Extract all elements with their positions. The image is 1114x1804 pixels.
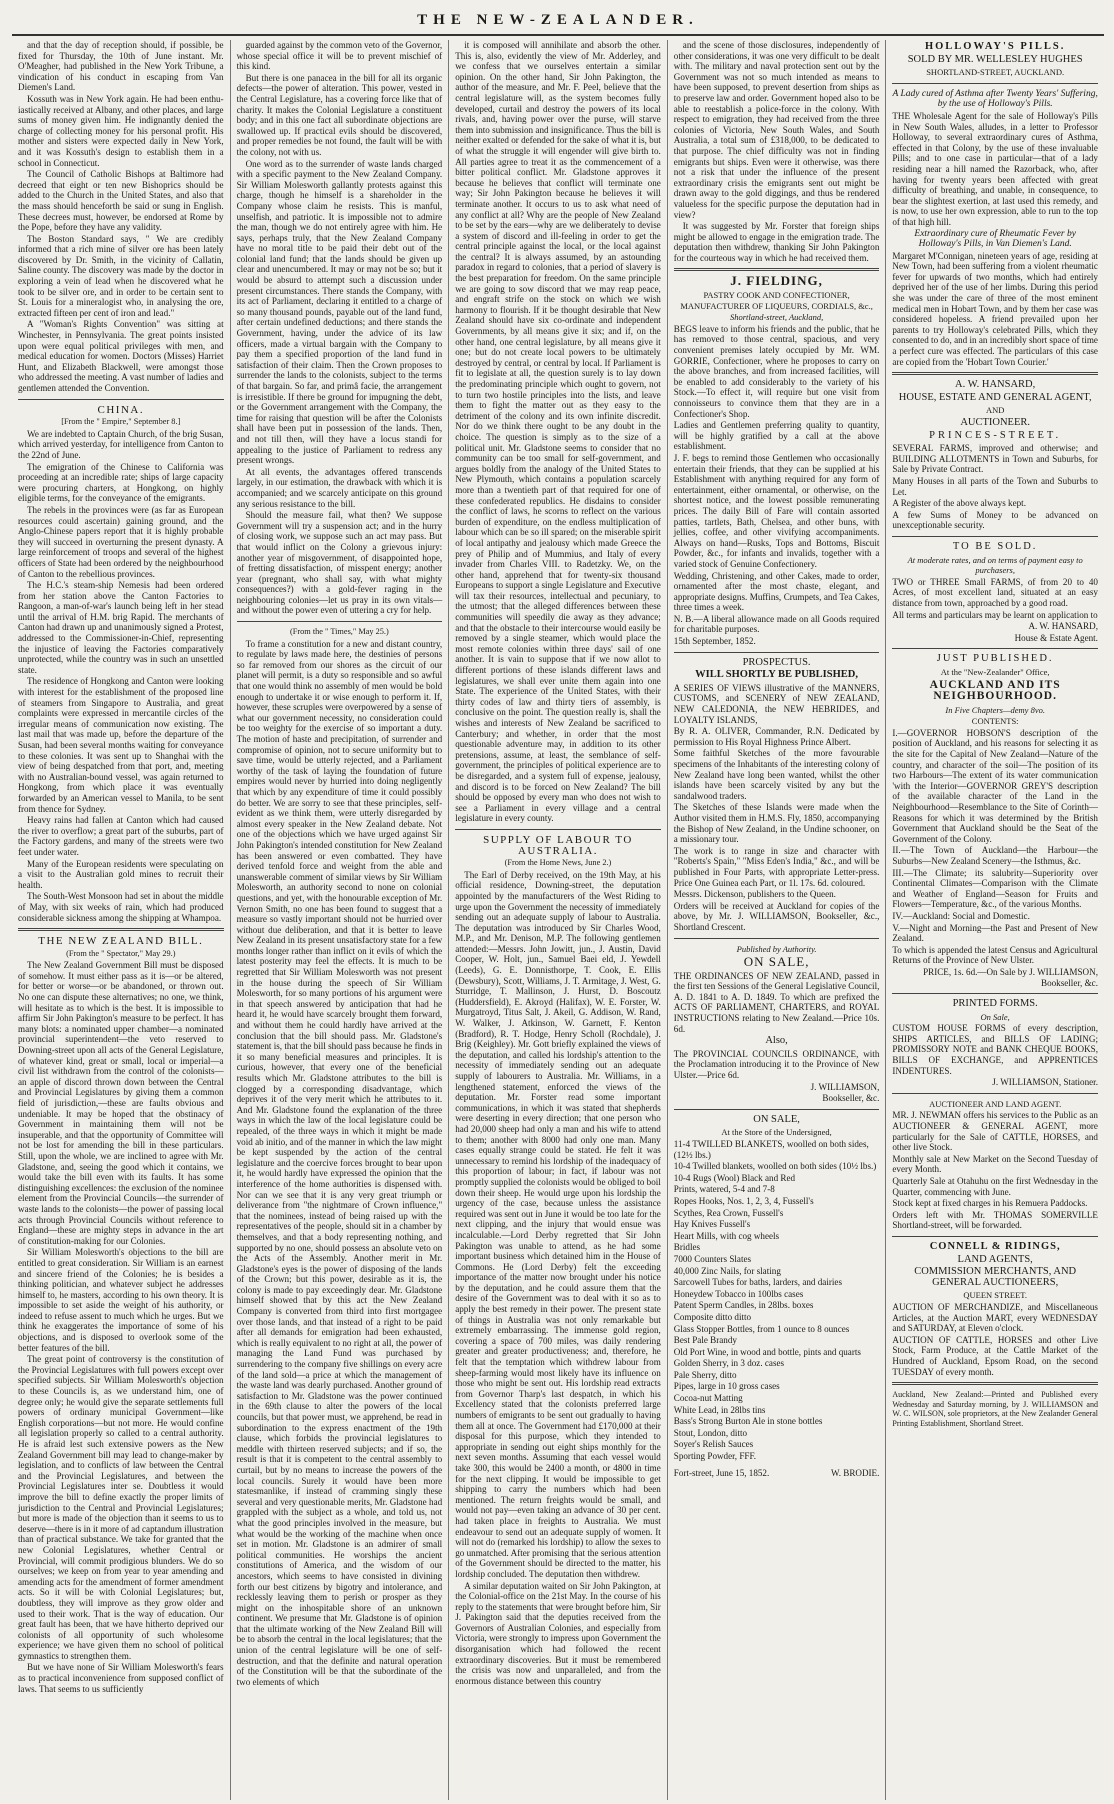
paragraph: We are indebted to Captain Church, of the brig Susan, which arrived yesterday, for intelligence from Canton to the 22nd of June. [18,428,224,460]
paragraph: The New Zealand Government Bill must be disposed of somehow. It must either pass as it is—or be altered, for better or worse—or be abandoned, or thrown out. No one can dispute these alternatives; no one, we think, will hesitate as to which is the best. It is impossible to affirm Sir John Pakington's measure to be perfect. It has many blots: a nominated upper chamber—a nominated provincial superintendent—the veto reserved to Downing-street upon all acts of the General Legislature, of whatever kind, great or small, local or imperial—a civil list withdrawn from the control of the colonists—an apple of discord thrown down between the Central and Provincial Legislatures by giving them a common field of jurisdiction,—these are faults obvious and undeniable. It may be hoped that the obstinacy of Government in maintaining them will not be insuperable, and that the opportunity of Committee will not be lost for amending the bill in these particulars. Still, upon the whole, we are inclined to agree with Mr. Gladstone, and, seeing the good which it contains, we would take the bill even with its faults. It has some distinguishing excellences: the exclusion of the nominee element from the Provincial Councils—the surrender of waste lands to the colonists—the power of passing local acts through Provincial Councils without reference to England—these are mighty steps in advance in the art of constitution-making for our Colonies. [18,960,224,1246]
contents-item: III.—The Climate; its salubrity—Superiority over Continental Climates—Comparison with the Climate and Weather of England—Season for Fruits and Flowers—Temperature, &c., of the various Months. [892,867,1098,910]
paragraph: guarded against by the common veto of the Governor, whose special office it will be to prevent mischief of this kind. [236,40,443,72]
divider [892,1236,1098,1237]
forms-title: PRINTED FORMS. [952,998,1038,1010]
stock-item: Composite ditto ditto [673,1311,752,1322]
stock-item: Bass's Strong Burton Ale in stone bottles [673,1416,823,1427]
ordinances-advert [674,944,880,1104]
stock-item: Heart Mills, with cog wheels [673,1230,780,1241]
fielding-trade: PASTRY COOK AND CONFECTIONER, MANUFACTURER OF LIQUEURS, CORDIALS, &c., [680,290,873,311]
ordinances-signature-2: Bookseller, &c. [822,1093,880,1104]
to-be-sold-signature: A. W. HANSARD, [1028,621,1098,632]
paragraph: Heavy rains had fallen at Canton which had caused the river to overflow; a great part of the suburbs, part of the Factory gardens, and many of the streets were two feet under water. [18,815,224,857]
supply-article-continued [674,40,880,263]
contents-item: I.—GOVERNOR HOBSON'S description of the position of Auckland, and his reasons for selecting it as the site for the Capital of New Zealand—Nature of the country, and character of the soil—The position of its two Harbours—The extent of its water communication 'with the Interior—GOVERNOR GREY'S description of the available character of the Land in the Neighbourhood—Resemblance to the Site of Corinth—Reasons for which it was determined by the British Government that Auckland should be the Seat of the Government of the Colony. [892,727,1098,844]
stock-item: Soyer's Relish Sauces [673,1439,754,1450]
stock-item: Ropes Hooks, Nos. 1, 2, 3, 4, Fussell's [673,1195,814,1206]
authority-line: Published by Authority. [736,943,817,954]
published-title: JUST PUBLISHED. [936,653,1054,665]
divider [674,1109,880,1110]
ordinances-text: THE ORDINANCES OF NEW ZEALAND, passed in the first ten Sessions of the General Legislative Council, A. D. 1841 to A. D. 1849. To which are prefixed the ACTS OF PARLIAMENT, CHARTERS, and ROYAL INSTRUCTIONS relating to New Zealand.—Price 10s. 6d. [673,970,880,1034]
stock-item: Glass Stopper Bottles, from 1 ounce to 8 ounces [673,1323,850,1334]
stock-item: Sarcowell Tubes for baths, larders, and dairies [673,1277,842,1288]
divider [892,1382,1098,1385]
times-source: (From the " Times," May 25.) [290,627,389,637]
stock-item: Stout, London, ditto [673,1427,748,1438]
contents-item: To which is appended the latest Census and Agricultural Returns of the Province of New Ulster. [892,944,1098,966]
china-heading: CHINA. [97,403,145,416]
supply-source: (From the Home News, June 2.) [504,858,612,868]
times-article [237,639,443,1688]
divider [892,648,1098,649]
paragraph: The emigration of the Chinese to California was proceeding at an incredible rate; ships of large capacity were procuring charters, at Hongkong, on highly eligible terms, for the conveyance of the emigrants. [18,461,224,504]
hansard-text-1: SEVERAL FARMS, improved and otherwise; and BUILDING ALLOTMENTS in Town and Suburbs, for Sale by Private Contract. [892,443,1098,475]
also-line: Also, [765,1035,788,1047]
paragraph: Orders will be received at Auckland for copies of the above, by Mr. J. WILLIAMSON, Bookseller, &c., Shortland Crescent. [673,900,880,932]
fielding-text [674,324,880,647]
published-contents: CONTENTS: [971,716,1019,727]
divider [892,1093,1098,1094]
paragraph: It was suggested by Mr. Forster that foreign ships might be allowed to engage in the emigration trade. The deputation then withdrew, thanking Sir John Pakington for the courteous way in which he had received them. [673,221,880,263]
divider [892,536,1098,537]
just-published-advert [892,654,1098,988]
newman-advert [892,1099,1098,1231]
paragraph: Kossuth was in New York again. He had been enthu-iastically received at Albany, and other places, and large sums of money given him. He indignantly denied the charge of collecting money for his personal profit. His mother and sisters were expected daily in New York, and it was Kossuth's design to establish them in a school in Connecticut. [18,93,224,168]
stock-item: Pale Sherry, ditto [673,1369,737,1380]
connell-sub-2: COMMISSION MERCHANTS, AND GENERAL AUCTIONEERS, [914,1266,1077,1288]
fielding-advert [673,273,880,647]
divider [674,938,880,939]
supply-article [455,870,661,1687]
paragraph: The rebels in the provinces were (as far as European resources could ascertain) gaining ground, and the Anglo-Chinese papers report that it is highly probable they will succeed in overturning the present dynasty. A large reinforcement of troops and several of the highest officers of State had been ordered by the neighbourhood of Canton to the rebellious provinces. [18,504,224,579]
prospectus-title: PROSPECTUS. [742,656,811,668]
fielding-name: J. FIELDING, [730,273,823,289]
stock-item: Golden Sherry, in 3 doz. cases [673,1358,785,1369]
holloway-headline: A Lady cured of Asthma after Twenty Years' Suffering, by the use of Holloway's Pills. [892,88,1098,110]
supply-heading: SUPPLY OF LABOUR TO AUSTRALIA. [483,833,633,857]
stock-item: Patent Sperm Candles, in 28lbs. boxes [673,1300,814,1311]
to-be-sold-sub: At moderate rates, and on terms of payment easy to purchasers, [907,554,1083,576]
column-4 [668,40,887,1800]
masthead: THE NEW-ZEALANDER. [12,6,1104,36]
forms-text: CUSTOM HOUSE FORMS of every description, SHIPS ARTICLES, and BILLS OF LADING; PROMISSORY NOTE and BANK CHEQUE BOOKS, BILLS OF EXCHANGE, and APPRENTICES INDENTURES. [892,1023,1098,1076]
paragraph: By R. A. OLIVER, Commander, R.N. Dedicated by permission to His Royal Highness Prince Albert. [673,726,880,747]
columns [12,40,1104,1800]
to-be-sold-signature-2: House & Estate Agent. [1014,632,1098,643]
paragraph: The residence of Hongkong and Canton were looking with interest for the establishment of the proposed line of steamers from Singapore to Australia, and great complaints were expressed in mercantile circles of the irregular means of communication now existing. The last mail that was made up, before the departure of the Susan, had been several months waiting for conveyance to these colonies. It was sent up to Shanghai with the view of being despatched from that port, and, meeting with no Australian-bound vessel, was again returned to Hongkong, from which place it was eventually forwarded by an American vessel to Manila, to be sent from thence for Sydney. [18,676,224,814]
published-chapters: In Five Chapters—demy 8vo. [945,704,1045,715]
holloway-title: HOLLOWAY'S PILLS. [924,41,1066,52]
paragraph: and the scene of those disclosures, independently of other considerations, it was one very difficult to be dealt with. The military and naval protection sent out by the Government was not so much intended as means to have been supposed, to prevent desertion from ships as to preserve law and order. Government hoped also to be able to reestablish a police-force in the colony. With respect to emigration, they had received from the three colonies of Victoria, New South Wales, and South Australia, a total sum of £318,000, to be dedicated to that purpose. The chief difficulty was not in finding emigrants but ships. Even were it otherwise, was there not a risk that under the influence of the present extraordinary crisis the emigrants sent out might be drawn away to the gold diggings, and thus be rendered valueless for the specific purpose the deputation had in view? [673,40,880,220]
stock-item: Bridles [673,1242,701,1253]
paragraph: A similar deputation waited on Sir John Pakington, at the Colonial-office on the 21st May. In the course of his reply to the statements that were brought before him, Sir J. Pakington said that the deputies received from the Governors of Australian Colonies, and especially from Victoria, were strongly to impress upon Government the disorganisation which had followed the recent extraordinary discoveries. But it must be remembered the crisis was now and unparalleled, and from the enormous distance between this country [455,1580,661,1686]
hansard-text-4: A few Sums of Money to be advanced on unexceptionable security. [892,509,1098,531]
paragraph: BEGS leave to inform his friends and the public, that he has removed to those central, spacious, and very convenient premises lately occupied by Mr. WM. GORRIE, Confectioner, where he proposes to carry on the above branches, and from increased facilities, will be enabled to add considerably to the variety of his Stock.—To effect it, will require but one visit from connoisseurs to convince them that they are in a Confectioner's Shop. [673,323,880,419]
newman-title: AUCTIONEER AND LAND AGENT. [929,1098,1062,1109]
column-1 [12,40,231,1800]
times-article-continued [455,40,661,824]
hansard-and: AND [985,405,1005,416]
paragraph: The work is to range in size and character with "Roberts's Spain," "Miss Eden's India," &c., and will be published in Four Parts, with appropriate Letter-press. Price One Guinea each Part, or 1l. 17s. 6d. coloured. [673,845,880,888]
hansard-advert [892,380,1098,531]
holloway-address: SHORTLAND-STREET, AUCKLAND. [926,67,1065,78]
hansard-auctioneer: AUCTIONEER. [960,417,1031,428]
newman-text-5: Orders left with Mr. THOMAS SOMERVILLE Shortland-street, will be forwarded. [892,1209,1098,1231]
us-news [18,40,224,394]
stock-item: 7000 Counters Slates [673,1253,752,1264]
stock-item: 10-4 Rugs (Wool) Black and Red [673,1172,796,1183]
brodie-subtitle: At the Store of the Undersigned, [721,1127,832,1138]
holloway-advert [892,42,1098,367]
newman-text-1: MR. J. NEWMAN offers his services to the Public as an AUCTIONEER & GENERAL AGENT, more particularly for the Sale of CATTLE, HORSES, and other live Stock. [892,1110,1098,1153]
paragraph: and that the day of reception should, if possible, be fixed for Thursday, the 10th of June instant. Mr. O'Meagher, had published in the New York Tribune, a vindication of his conduct in escaping from Van Diemen's Land. [18,40,224,93]
prospectus-advert [674,658,880,933]
paragraph: To frame a constitution for a new and distant country, to regulate by laws made here, the destinies of persons so far removed from our shores as the circuit of our planet will permit, is a duty so responsible and so awful that one would think no assembly of men would be bold enough to undertake it or wise enough to perform it. If, however, these scruples were overpowered by a sense of what our government necessity, no consideration could be too weighty for the exercise of so important a duty. The motion of haste and precipitation, of surrender and compromise of opinion, not to secure uniformity but to save time, would be utterly rejected, and a Parliament worthy of the task of laying the foundation of future empires would never by hurried into doing negligently that which by any expenditure of time it could possibly do better. We are sorry to see that these principles, self-evident as we think them, were utterly disregarded by almost every speaker in the New Zealand debate. Not one of the objections which we have urged against Sir John Pakington's intended constitution for New Zealand has been answered or even combatted. They have derived tenfold force and weight from the able and unanswerable comment of similar views by Sir William Molesworth, an authority second to none on colonial questions, and yet, with the honourable exception of Mr. Vernon Smith, no one has been found to suggest that a measure so vastly important should not be hurried over without due deliberation, and that it is better to leave New Zealand in its present unsatisfactory state for a few months longer rather than inflict on it evils of which the latest posterity may feel the effects. It is much to be regretted that Sir William Molesworth was not present in the house during the speech of Sir William Molesworth, for so many portions of his argument were in that speech answered by anticipation that had he heard it, he would have scarcely brought them forward, and without them he could hardly have arrived at the conclusion that the bill should pass. Mr. Gladstone's statement is, that the bill should pass because he finds in it so many beneficial measures and principles. It is curious, however, that every one of the beneficial results which Mr. Gladstone attributes to the bill is clogged by a corresponding disadvantage, which deprives it of the very merit which he attributes to it. And Mr. Gladstone found the explanation of the three ways in which the law of the local legislature could be repealed, of the three ways in which it might be made void ab initio, and of the manner in which the law might be kept suspended by the action of the central legislature and the coercive forces brought to bear upon it, he would hardly have expressed the opinion that the interference of the home authorities is dispensed with. Nor can we see that it is any very great triumph or deliverance from "the nightmare of Crown influence," that the nominees, instead of being raised up with the representatives of the people, should sit in a chamber by themselves, and that a body representing nothing, and supported by no one, should possess an absolute veto on the Acts of the Assembly. Another merit in Mr. Gladstone's eyes is the power of disposing of the lands of the Crown; but this power, desirable as it is, the colony is made to pay exceedingly dear. Mr. Gladstone himself showed that by this act the New Zealand Company is converted from third into first mortgagee over those lands, and that instead of a right to be paid after all demands for emigration had been exhausted, which is really equivalent to no right at all, the power of managing the Land Fund was purchased by surrendering to the company five shillings on every acre of the land sold—a price at which the management of the waste land was dearly purchased. Another ground of satisfaction to Mr. Gladstone was the power continued in the 69th clause to alter the powers of the local councils, but that power must, we apprehend, be read in subordination to the express enactment of the 19th clause, which forbids the provincial legislatures to meddle with thirteen reserved subjects; and if so, the result is that it is competent to the central assembly to curtail, but by no means to increase the powers of the local councils. Surely it would have been more statesmanlike, if instead of cramming singly these several and very questionable merits, Mr. Gladstone had grappled with the subject as a whole, and told us, not what the good principles involved in the measure, but what would be the working of the machine when once set in motion. Mr. Gladstone is an admirer of small political communities. He worships the ancient constitutions of America, and the wisdom of our ancestors, which seems to have consisted in divining forth our best citizens by bigotry and intolerance, and recklessly leaving them to perish or prosper as they might on the inhospitable shore of an unknown continent. We presume that Mr. Gladstone is of opinion that the ultimate working of the New Zealand Bill will be to absorb the central in the local legislatures; that the union of the central legislature will be one of self-destruction, and that the definite and natural operation of the Constitution will be that the subordinate of the two elements of which [236,638,443,1687]
stock-item: Scythes, Rea Crown, Fussell's [673,1207,784,1218]
holloway-text: THE Wholesale Agent for the sale of Holloway's Pills in New South Wales, alludes, in a letter to Professor Holloway, to several extraordinary cures of Asthma, effected in that Colony, by the use of these invaluable Pills; and to one case in particular—that of a lady residing near a hill named the Razorback, who, after having for twenty years been affected with great difficulty of breathing, and unable, in consequence, to bear the slightest exertion, at last used this remedy, and is now, to use her own expression, able to run to the top of that high hill. [892,110,1098,227]
stock-item: 40,000 Zinc Nails, for slating [673,1265,781,1276]
published-price: PRICE, 1s. 6d.—On Sale by J. WILLIAMSON, Bookseller, &c. [923,966,1098,988]
holloway-seller: SOLD BY MR. WELLESLEY HUGHES [907,53,1083,65]
paragraph: Wedding, Christening, and other Cakes, made to order, ornamented after the most chaste, elegant, and appropriate designs. Muffins, Crumpets, and Tea Cakes, three times a week. [673,570,880,613]
paragraph: The great point of controversy is the constitution of the Provincial Legislatures with full powers except over specified subjects. Sir William Molesworth's objection to these Councils is, as we understand him, one of degree only; he would give the separate settlements full powers of ordinary municipal Government—like English corporations—but not more. He would confine all legislation properly so called to a central authority. He is afraid lest such extensive powers as the New Zealand Government bill may lead to change-maker by legislation, and to conflicts of law between the Central and the Provincial Legislatures, and between the Provincial Legislatures inter se. Doubtless it would improve the bill to define exactly the proper limits of jurisdiction to the Central and Provincial Legislatures; but more is made of the objection than it seems to us to deserve—there is in it more of ad captandum illustration than of practical substance. We take for granted that the new Colonial Legislatures, whether Central or Provincial, will commit prodigious blunders. We do so ourselves; we keep on from year to year amending and amending acts for the amendment of former amendment acts. So it will be with Colonial Legislatures; but, doubtless, they will improve as they grow older and used to their work. That is the way of education. Our great fault has been, that we have hitherto deprived our colonists of all opportunity of such wholesome experience; we have given them no school of political gymnastics to strengthen them. [18,1354,224,1661]
divider [18,399,224,400]
bill-source: (From the " Spectator," May 29.) [66,948,176,958]
stock-item: Hay Knives Fussell's [673,1219,751,1230]
connell-text-1: AUCTION OF MERCHANDIZE, and Miscellaneous Articles, at the Auction MART, every WEDNESDAY and SATURDAY, at Eleven o'clock. [892,1301,1098,1334]
hansard-title: HOUSE, ESTATE AND GENERAL AGENT, [898,391,1092,403]
paragraph: But there is one panacea in the bill for all its organic defects—the power of alteration. This power, vested in the Central Legislature, has a covering force like that of charity. It makes the Colonial Legislature a constituent body; and in this one fact all subordinate objections are swallowed up. If practical evils should be discovered, and proper remedies be not found, the fault will be with the colony, not with us. [236,72,443,157]
contents-item: V.—Night and Morning—the Past and Present of New Zealand. [892,922,1098,944]
prospectus-head: WILL SHORTLY BE PUBLISHED, [695,669,858,681]
paragraph: N. B.—A liberal allowance made on all Goods required for charitable purposes. [673,613,880,635]
published-book: AUCKLAND AND ITS NEIGHBOURHOOD. [929,679,1061,703]
connell-title: CONNELL & RIDINGS, [929,1240,1061,1252]
brodie-advert [674,1115,880,1478]
paragraph: A "Woman's Rights Convention" was sitting at Winchester, in Pennsylvania. The great points insisted upon were equal political privileges with men, and medical education for women. Doctors (Misses) Harriet Hunt, and Elizabeth Blackwell, were amongst those who addressed the meeting. A vast number of ladies and gentlemen attended the Convention. [18,319,224,393]
prospectus-text [674,683,880,933]
stock-item: Honeydew Tobacco in 100lbs cases [673,1288,804,1299]
connell-advert [892,1242,1098,1377]
newman-text-3: Quarterly Sale at Otahuhu on the first Wednesday in the Quarter, commencing with June. [892,1176,1098,1197]
paragraph: The H.C.'s steam-ship Nemesis had been ordered from her station above the Canton Factories to Rangoon, a man-of-war's launch being left in her stead until the arrival of H.M. brig Rapid. The merchants of Canton had drawn up and unanimously signed a Protest, addressed to the Commissioner-in-Chief, representing the injustice of leaving the Factories comparatively unprotected, while the country was in such an unsettled state. [18,580,224,675]
stock-item: Cocoa-nut Matting [673,1393,743,1404]
hansard-text-3: A Register of the above always kept. [892,498,1026,509]
brodie-signature: W. BRODIE. [830,1467,880,1478]
connell-street: QUEEN STREET. [963,1290,1027,1301]
ordinances-signature: J. WILLIAMSON, [810,1081,880,1092]
hansard-name: A. W. HANSARD, [955,379,1036,391]
paragraph: But we have none of Sir William Molesworth's fears as to practical inconvenience from supposed conflict of laws. That seems to us sufficiently [18,1662,224,1694]
divider [237,621,443,622]
divider [892,993,1098,994]
paragraph: One word as to the surrender of waste lands charged with a specific payment to the New Zealand Company. Sir William Molesworth gallantly protests against this charge, though he himself is a shareholder in the Company whose claim he resists. This is manful, unselfish, and patriotic. It is impossible not to admire the man, though we do not entirely agree with him. He says, perhaps truly, that the New Zealand Company have no moral title to be paid their debt out of the colonial land fund; that the lands should be given up clear and unencumbered. It may or may not be so; but it would be absurd to attempt such a discussion under present circumstances. There stands the Company, with its act of Parliament, declaring it entitled to a charge of so many thousand pounds, payable out of the land fund, after certain undefined deductions; and there stands the Government, having, under the advice of its law officers, made a virtual bargain with the Company to pay them a specified proportion of the land fund in satisfaction of their claim. Then the Crown proposes to surrender the lands to the colonists, subject to the terms of that bargain. So far, and primâ facie, the arrangement is irresistible. If there be ground for impugning the debt, or the Government arrangement with the Company, the time for raising that question will be after the Colonists shall have been put in possession of the lands. Then, and not till then, will they have a locus standi for appealing to the justice of Parliament to redress any present wrongs. [236,158,443,466]
brodie-footer [674,1468,880,1479]
newman-text-2: Monthly sale at New Market on the Second Tuesday of every Month. [892,1153,1098,1175]
brodie-stock-list [674,1139,880,1462]
to-be-sold-text: TWO or THREE Small FARMS, of from 20 to 40 Acres, of most excellent land, situated at an easy distance from town, approached by a good road. [892,576,1098,608]
forms-signature: J. WILLIAMSON, Stationer. [992,1077,1098,1088]
paragraph: J. F. begs to remind those Gentlemen who occasionally entertain their friends, that they can be supplied at his Establishment with anything required for any form of entertainment, either ornamental, or otherwise, on the shortest notice, and the lowest possible remunerating prices. The daily Bill of Fare will contain assorted patties, tartlets, Bath, Chelsea, and other buns, with jellies, coffee, and other vivifying accompaniments. Always on hand—Rusks, Tops and Bottoms, Biscuit Powder, &c., for infants and invalids, together with a varied stock of Genuine Confectionery. [673,452,880,569]
imprint: Auckland, New Zealand:—Printed and Published every Wednesday and Saturday morning, by J. WILLIAMSON and W. C. WILSON, sole proprietors, at the New Zealander General Printing Establishment, Shortland Street. [892,1390,1098,1428]
hansard-text-2: Many Houses in all parts of the Town and Suburbs to Let. [892,475,1098,497]
paragraph: The South-West Monsoon had set in about the middle of May, with six weeks of rain, which had produced considerable sickness among the shipping at Whampoa. [18,891,224,923]
ordinances-title: ON SALE, [743,954,810,970]
divider [892,372,1098,375]
bill-heading: THE NEW ZEALAND BILL. [38,935,204,948]
divider [674,268,880,271]
paragraph: Should the measure fail, what then? We suppose Government will try a suspension act; and in the hurry of closing work, we suppose such an act may pass. But that would inflict on the Colony a grievous injury: another year of misgovernment, of disappointed hope, of fretting dissatisfaction, of misspent energy; another year (pregnant, who shall say, with what mighty consequences?) with a gold-fever raging in the neighbouring colonies—let us pray in its own vitals—and without the power even of uttering a cry for help. [236,510,443,616]
newman-text-4: Stock kept at fixed charges in his Remuera Paddocks. [892,1198,1088,1209]
column-3 [449,40,668,1800]
paragraph: 15th September, 1852. [673,636,756,647]
stock-item: Sporting Powder, FFF. [673,1451,757,1462]
printed-forms-advert [892,999,1098,1088]
divider [674,652,880,653]
divider [455,829,661,830]
paragraph: The Council of Catholic Bishops at Baltimore had decreed that eight or ten new Bishoprics should be added to the Church in the United States, and also that the mass should henceforth be said or sung in English. These decrees must, however, be endorsed at Rome by the Pope, before they have any validity. [18,169,224,233]
ordinance-text-2: The PROVINCIAL COUNCILS ORDINANCE, with the Proclamation introducing it to the Province of New Ulster.—Price 6d. [673,1048,880,1081]
stock-item: Pipes, large in 10 gross cases [673,1381,780,1392]
hansard-street: PRINCES-STREET. [929,429,1062,441]
china-article [18,429,224,923]
to-be-sold-text-2: All terms and particulars may be learnt on application to [892,609,1098,620]
stock-item: Best Pale Brandy [673,1335,737,1346]
paragraph: Sir William Molesworth's objections to the bill are entitled to great consideration. Sir William is an earnest and sincere friend of the Colonies; he is besides a thinking politician, and whatever subject he addresses himself to, he masters, according to his own theory. It is impossible to set aside the weight of his authority, or indeed to refuse assent to much which he urges. But we think he exaggerates the importance of some of his objections, and is disposed to overlook some of the better features of the bill. [18,1247,224,1353]
bill-article [18,960,224,1694]
holloway-text-2: Margaret M'Connigan, nineteen years of age, residing at New Town, had been suffering from a violent rheumatic fever for upwards of two months, which had entirely deprived her of the use of her limbs. During this period she was under the care of three of the most eminent medical men in Hobart Town, and by them her case was considered hopeless. A friend prevailed upon her parents to try Holloway's celebrated Pills, which they consented to do, and in an incredibly short space of time a perfect cure was effected. The particulars of this case are copied from the 'Hobart Town Courier.' [892,250,1098,367]
column-5 [886,40,1104,1800]
stock-item: 11-4 TWILLED BLANKETS, woolled on both sides, (12½ lbs.) [673,1139,869,1160]
fielding-address: Shortland-street, Auckland, [729,312,824,323]
paragraph: Messrs. Dickenson, publishers to the Queen. [673,889,836,900]
stock-item: 10-4 Twilled blankets, woolled on both sides (10½ lbs.) [673,1161,877,1172]
paragraph: A SERIES OF VIEWS illustrative of the MANNERS, CUSTOMS, and SCENERY of NEW ZEALAND, NEW CALEDONIA, the NEW HEBRIDES, and LOYALTY ISLANDS, [673,682,880,725]
brodie-date: Fort-street, June 15, 1852. [673,1467,770,1478]
holloway-headline-2: Extraordinary cure of Rheumatic Fever by Holloway's Pills, in Van Diemen's Land. [914,228,1076,250]
published-at: At the "New-Zealander" Office, [940,666,1050,677]
paragraph: Some faithful Sketches of the more favourable specimens of the Inhabitants of the interesting colony of New Zealand have long been wanted, whilst the other islands have been scarcely visited by any but the sandalwood traders. [673,748,880,801]
contents-item: IV.—Auckland: Social and Domestic. [892,910,1030,921]
brodie-title: ON SALE, [753,1113,800,1125]
paragraph: Many of the European residents were speculating on a visit to the Australian gold mines to recruit their health. [18,858,224,890]
paragraph: Ladies and Gentlemen preferring quality to quantity, will be highly gratified by a call at the above establishment. [673,420,880,452]
connell-sub-1: LAND AGENTS, [957,1253,1033,1265]
china-source: [From the " Empire," September 8.] [61,417,181,427]
paragraph: The Sketches of these Islands were made when the Author visited them in H.M.S. Fly, 1850, accompanying the Bishop of New Zealand, in the Undine schooner, on a missionary tour. [673,802,880,845]
paragraph: The Boston Standard says, " We are credibly informed that a rich mine of silver ore has been lately discovered by Dr. Smith, in the vicinity of Callatin, Saline county. The discovery was made by the doctor in exploring a vein of lead when he discovered what he took to be silver ore, and in order to be certain sent to St. Louis for a mineralogist who, in analysing the ore, extracted fifteen per cent of iron and lead." [18,233,224,318]
stock-item: Old Port Wine, in wood and bottle, pints and quarts [673,1346,861,1357]
contents-item: II.—The Town of Auckland—the Harbour—the Suburbs—New Zealand Scenery—the Isthmus, &c. [892,845,1098,866]
forms-on-sale: On Sale, [980,1011,1010,1022]
paragraph: it is composed will annihilate and absorb the other. This is, also, evidently the view of Mr. Adderley, and we confess that we ourselves entertain a similar opinion. On the other hand, Sir John Pakington, the author of the measure, and Mr. F. Peel, believe that the central legislature will, as the system becomes fully developed, curtail and destroy the powers of its local rivals, and, having power over the purse, will starve them into submission and insignificance. Thus the bill is neither exalted or defended for the sake of what it is, but of what the struggle it will engender will give birth to. All parties agree to treat it as the commencement of a bitter political conflict. Mr. Gladstone approves it because he believes that conflict will terminate one way; Sir John Pakington because he believes it will terminate another. It occurs to us to ask what need of any conflict at all? Why are the people of New Zealand to be set by the ears—why are we deliberately to devise a system of discord and ill-feeling in order to get the central principle against the local, or the local against the central? It is always assumed, by an astounding paradox in regard to colonies, that a period of slavery is the best preparation for freedom. On the same principle we are going to sow discord that we may reap peace, and engraft strife on the stock on which we wish harmony to flourish. If it be thought desirable that New Zealand should have six co-ordinate and independent Governments, by all means give it six; and if, on the other hand, one central legislature, by all means give it one; but do not create local powers to be ultimately destroyed by central, or central by local. If Parliament is fit to legislate at all, the question surely is to lay down the predominating principle which ought to govern, not to turn two hostile principles into the lists, and leave them to fight the matter out as they easy to the detriment of the colony and its own infinite discredit. Nor do we think there ought to be any doubt in the choice. The question is simply as to the size of a political unit. Mr. Gladstone seems to consider that no community can be too small for self-government, and argues boldly from the analogy of the United States to New Plymouth, which contains a population scarcely more than a twentieth part of that required for one of these confederated republics. He disdains to consider the conflict of laws, he scorns to reflect on the various burden of expenditure, on the endless multiplication of labour which can be so ill spared; on the miserable spirit of local antipathy and jealousy which made Greece the prey of Philip and of Mummius, and Italy of every invader from Charles VIII. to Radetzky. We, on the other hand, apprehend that for twenty-six thousand Europeans to support a single Legislature and Executive will tax their resources, intellectual and pecuniary, to the utmost; that the alleged differences between these communities will speedily die away as they advance; and that the obstacle to their intercourse would easily be removed by a single steamer, which would place the most remote colonies within three days' sail of one another. It is vain to suppose that if we now allot to different portions of these islands different laws and legislatures, we shall ever unite them again into one State. The experience of the United States, with their thirty codes of law and thirty tiers of assembly, is conclusive on the point. The question really is, shall the wishes and interests of New Zealand be sacrificed to Canterbury; and whether, in order that the most questionable adventure may, in addition to its other pretensions, assume, at least, the semblance of self-government, the principles of political experience are to be disregarded, and a system full of expense, jealousy, and discord is to be forced on New Zealand? The bill should be opposed by every man who does not wish to see a Parliament in every village and a central legislature in every county. [455,40,661,824]
paragraph: The Earl of Derby received, on the 19th May, at his official residence, Downing-street, the deputation appointed by the manufacturers of the West Riding to urge upon the Government the necessity of immediately sending out an adequate supply of labour to Australia. The deputation was introduced by Sir Charles Wood, M.P., and Mr. Denison, M.P. The following gentlemen attended:—Messrs. John Jowitt, jun., J. Austin, David Cooper, W. Holt, jun., Samuel Baei eld, J. Yewdell (Leeds), G. E. Donnisthorpe, T. Cook, E. Ellis (Dewsbury), Scott, Williams, J. T. Armitage, J. West, G. Sturridge, T. Mallinson, J. Hurst, D. Boscoutz (Huddersfield), E. Akroyd (Halifax), W. E. Forster, W. Murgatroyd, Titus Salt, J. Akeil, G. Addison, W. Rand, W. Walker, J. Atkinson, W. Garnett, F. Kenton (Bradford), R. T. Hodge, Henry Scholl (Rochdale), J. Brig (Keighley). Mr. Gott briefly explained the views of the deputation, and called his lordship's attention to the necessity of immediately sending out an adequate supply of labourers to Australia. Mr. Williams, in a lengthened statement, enforced the views of the deputation. Mr. Forster read some important communications, in which it was stated that shepherds were deserting in every direction; that one person who had 20,000 sheep had only a man and his wife to attend to them; another with 8000 had only one man. Many cases equally strange could be stated. He felt it was unnecessary to remind his lordship of the inadequacy of this proportion of labour; in fact, if labour was not promptly supplied the colonists would be obliged to boil down their sheep. He would urge upon his lordship the urgency of the case, because unless the assistance required was sent out in June it would be too late for the next clipping, and the injury that would ensue was incalculable.—Lord Derby regretted that Sir John Pakington was unable to attend, as he had some important business which detained him in the House of Commons. He (Lord Derby) felt the exceeding importance of the matter now brought under his notice by the deputation, and he could assure them that the desire of the Government was to deal with it so as to apply the best remedy in their power. The present state of things in Australia was not only remarkable but extremely embarrassing. The immense gold region, covering a space of 700 miles, was daily rendering greater and greater productiveness; and, therefore, he felt that the temptation which withdrew labour from sheep-farming would most likely have its influence on those who might be sent out. His lordship read extracts from Governor Tharp's last despatch, in which his Excellency stated that the colonists preferred large numbers of emigrants to be sent out gradually to having them all at once. The Government had £170,000 at their disposal for this purpose, which they intended to appropriate in sending out eight ships monthly for the next seven months. Assuming that each vessel would take 300, this would be 2400 a month, or 4800 in time for the next clipping. It would be impossible to get shipping to carry the numbers which had been mentioned. The return freights would be small, and would not pay—even taking an advance of 30 per cent. had taken place in freights to Australia. We must endeavour to send out an adequate supply of women. It will not do (remarked his lordship) to allow the sexes to go unmatched. After promising that the serious attention of the Government should be directed to the matter, his lordship concluded. The deputation then withdrew. [455,869,661,1579]
bill-article-continued [237,40,443,616]
contents-list [892,728,1098,966]
divider [18,928,224,931]
stock-item: Prints, watered, 5-4 and 7-8 [673,1184,775,1195]
to-be-sold-advert [892,542,1098,643]
to-be-sold-title: TO BE SOLD. [952,540,1038,552]
stock-item: White Lead, in 28lbs tins [673,1404,766,1415]
paragraph: At all events, the advantages offered transcends largely, in our estimation, the drawback with which it is accompanied; and we scarcely anticipate on this ground any serious resistance to the bill. [236,466,443,509]
connell-text-2: AUCTION OF CATTLE, HORSES and other Live Stock, Farm Produce, at the Cattle Market of the Hundred of Auckland, Epsom Road, on the second TUESDAY of every month. [892,1334,1098,1377]
column-2 [231,40,450,1800]
divider [892,83,1098,84]
